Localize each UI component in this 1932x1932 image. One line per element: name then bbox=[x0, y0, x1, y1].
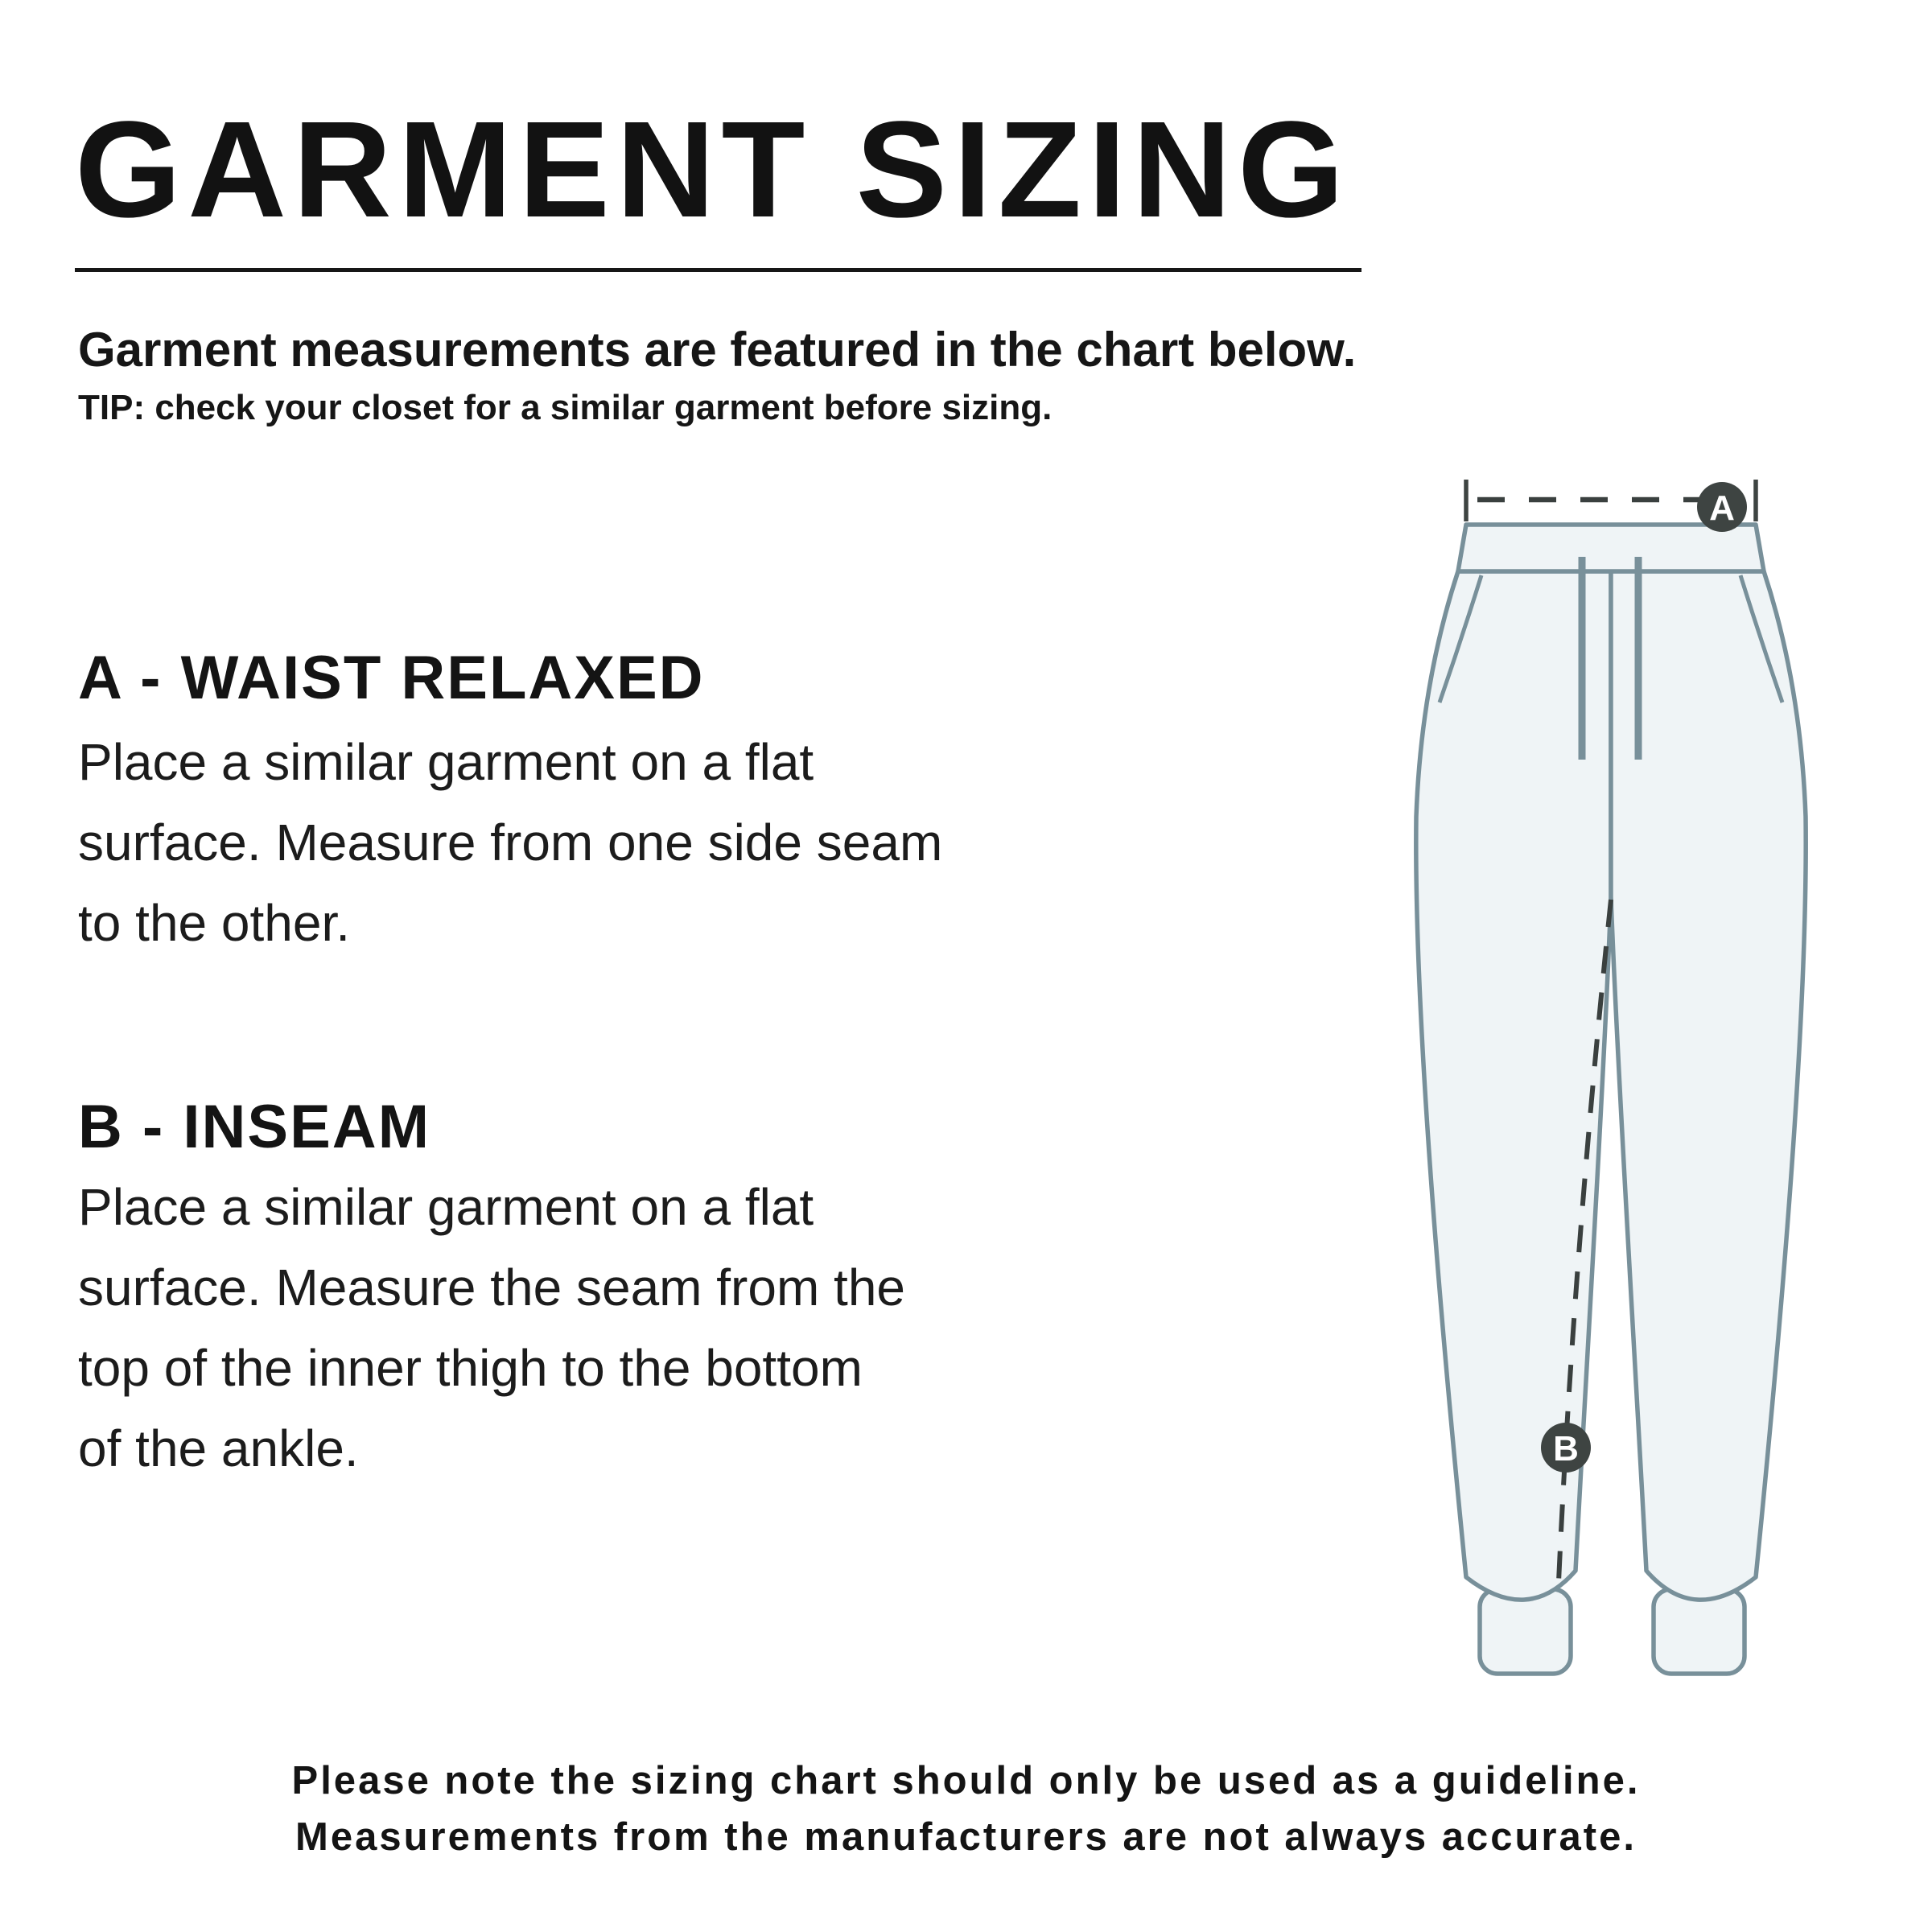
title-underline-rule bbox=[75, 268, 1361, 272]
intro-tip-text: TIP: check your closet for a similar garment before sizing. bbox=[78, 388, 1053, 427]
footer-line-1: Please note the sizing chart should only be used as a guideline. bbox=[291, 1759, 1641, 1802]
section-b-line-3: top of the inner thigh to the bottom bbox=[78, 1339, 863, 1397]
section-a-body bbox=[78, 722, 942, 963]
section-b-line-2: surface. Measure the seam from the bbox=[78, 1258, 905, 1316]
section-a-line-2: surface. Measure from one side seam bbox=[78, 814, 943, 871]
section-a-heading: A - WAIST RELAXED bbox=[78, 644, 705, 712]
marker-a-label: A bbox=[1709, 488, 1735, 528]
section-b-line-4: of the ankle. bbox=[78, 1419, 359, 1477]
section-a-line-1: Place a similar garment on a flat bbox=[78, 733, 814, 791]
waistband bbox=[1458, 525, 1764, 571]
footer-note bbox=[0, 1753, 1932, 1865]
sweatpants-diagram bbox=[1368, 451, 1931, 1706]
intro-text: Garment measurements are featured in the chart below. bbox=[78, 323, 1357, 377]
page-title: GARMENT SIZING bbox=[75, 93, 1351, 246]
footer-line-2: Measurements from the manufacturers are not always accurate. bbox=[295, 1815, 1637, 1859]
section-b-heading: B - INSEAM bbox=[78, 1093, 430, 1161]
section-a-line-3: to the other. bbox=[78, 894, 351, 952]
section-b-line-1: Place a similar garment on a flat bbox=[78, 1178, 814, 1236]
marker-b-label: B bbox=[1553, 1429, 1579, 1469]
section-b-body bbox=[78, 1167, 905, 1489]
